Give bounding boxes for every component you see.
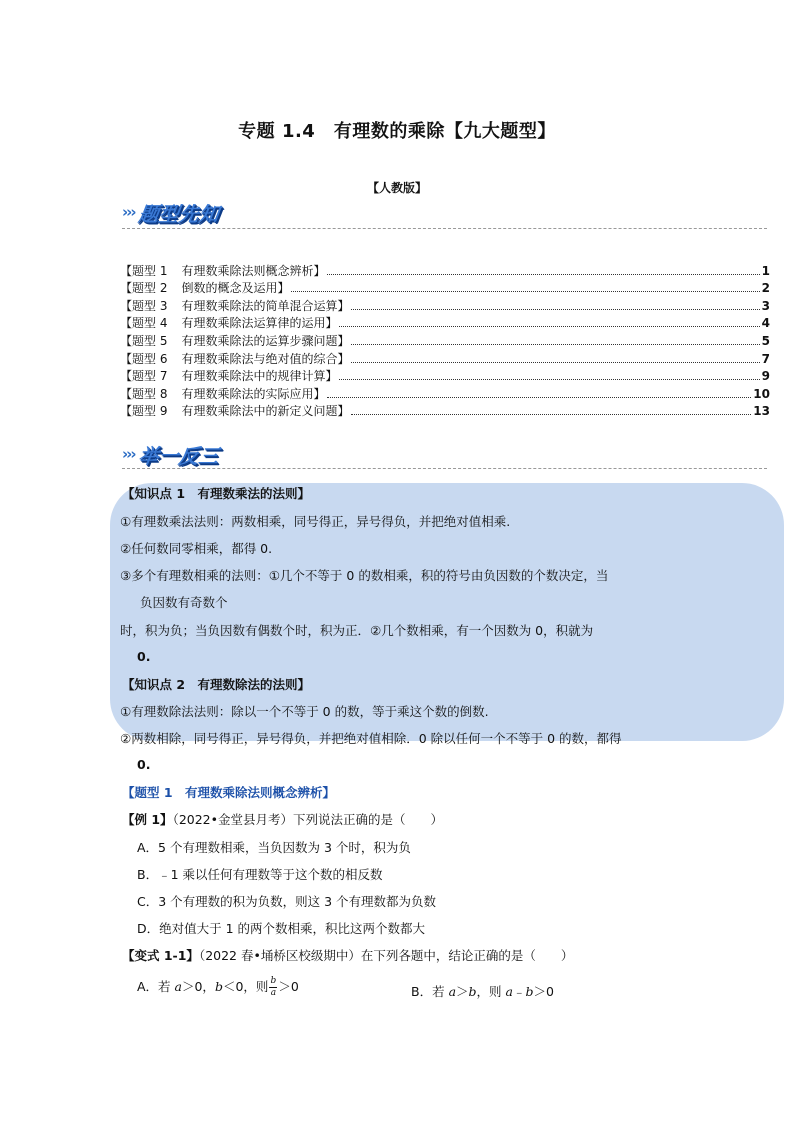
knowledge-1-title: 【知识点 1 有理数乘法的法则】	[122, 486, 311, 501]
divider	[122, 468, 767, 469]
option-text: A．若	[137, 979, 175, 994]
toc-item[interactable]	[120, 295, 770, 313]
toc-item[interactable]	[120, 366, 770, 384]
toc-title: 倒数的概念及运用】	[181, 281, 290, 296]
toc-label	[120, 404, 349, 418]
option-text: ＞0	[533, 984, 554, 999]
toc-page-number: 7	[761, 351, 770, 366]
variant-question: 在下列各题中，结论正确的是（ ）	[360, 948, 574, 963]
variant-option-a	[137, 977, 299, 998]
toc-leader	[351, 343, 759, 345]
toc-tag: 【题型 6	[120, 351, 168, 366]
toc-leader	[351, 361, 759, 363]
example-option-c: C．3 个有理数的积为负数，则这 3 个有理数都为负数	[137, 894, 437, 909]
fraction-denominator: a	[270, 988, 277, 998]
variant-label: 【变式 1-1】	[122, 948, 199, 963]
section-banner-text: 题型先知	[136, 201, 221, 226]
toc-leader	[327, 396, 751, 398]
knowledge-2-title: 【知识点 2 有理数除法的法则】	[122, 677, 311, 692]
toc-item[interactable]	[120, 330, 770, 348]
option-text: ﹣	[512, 984, 526, 999]
toc-leader	[327, 273, 759, 275]
toc-label	[120, 387, 325, 401]
toc-tag: 【题型 1	[120, 263, 168, 278]
example-label: 【例 1】	[122, 812, 173, 827]
section-banner-overview	[122, 198, 219, 226]
variant-1-1-stem	[122, 946, 573, 964]
knowledge-2-line-3: 0.	[137, 757, 151, 772]
toc-label	[120, 281, 289, 295]
toc-tag: 【题型 5	[120, 333, 168, 348]
toc-label	[120, 299, 349, 313]
example-source: （2022•金堂县月考）	[172, 812, 293, 827]
option-text: B．若	[411, 984, 449, 999]
toc-label	[120, 316, 337, 330]
toc-title: 有理数乘除法的实际应用】	[181, 386, 326, 401]
math-var: b	[525, 984, 534, 999]
toc-page-number: 4	[761, 316, 770, 331]
toc-title: 有理数乘除法的运算步骤问题】	[181, 333, 350, 348]
knowledge-1-line-3: ③多个有理数相乘的法则：①几个不等于 0 的数相乘，积的符号由负因数的个数决定，当	[120, 568, 609, 583]
arrow-icon: ›››	[122, 445, 135, 463]
knowledge-2-line-2: ②两数相除，同号得正，异号得负，并把绝对值相除．0 除以任何一个不等于 0 的数，都得	[120, 731, 622, 746]
variant-option-b	[411, 982, 554, 1000]
math-var: b	[468, 984, 477, 999]
toc-leader	[291, 290, 759, 292]
divider	[122, 228, 767, 229]
edition-label: 【人教版】	[366, 181, 427, 195]
table-of-contents	[120, 260, 770, 418]
toc-tag: 【题型 8	[120, 386, 168, 401]
toc-item[interactable]	[120, 260, 770, 278]
option-text: ＜0，则	[222, 979, 269, 994]
toc-tag: 【题型 2	[120, 281, 168, 296]
toc-item[interactable]	[120, 313, 770, 331]
toc-label	[120, 334, 349, 348]
toc-tag: 【题型 4	[120, 316, 168, 331]
toc-item[interactable]	[120, 401, 770, 419]
fraction-numerator: b	[270, 976, 277, 986]
toc-page-number: 10	[753, 386, 770, 401]
toc-page-number: 9	[761, 369, 770, 384]
example-question: 下列说法正确的是（ ）	[293, 812, 444, 827]
type-1-heading: 【题型 1 有理数乘除法则概念辨析】	[122, 785, 336, 800]
knowledge-1-line-1: ①有理数乘法法则：两数相乘，同号得正，异号得负，并把绝对值相乘.	[120, 514, 511, 529]
example-option-d: D．绝对值大于 1 的两个数相乘，积比这两个数都大	[137, 921, 426, 936]
example-option-a: A．5 个有理数相乘，当负因数为 3 个时，积为负	[137, 840, 411, 855]
toc-tag: 【题型 7	[120, 369, 168, 384]
option-text: ＞0，	[181, 979, 215, 994]
option-text: ，则	[476, 984, 506, 999]
arrow-icon: ›››	[122, 203, 135, 221]
toc-title: 有理数乘除法中的规律计算】	[181, 369, 338, 384]
math-var: a	[448, 984, 457, 999]
toc-item[interactable]	[120, 278, 770, 296]
option-text: ＞	[456, 984, 469, 999]
toc-page-number: 3	[761, 298, 770, 313]
toc-page-number: 2	[761, 281, 770, 296]
toc-label	[120, 264, 325, 278]
toc-label	[120, 352, 349, 366]
knowledge-1-line-6: 0.	[137, 649, 151, 664]
toc-leader	[351, 308, 759, 310]
toc-title: 有理数乘除法则概念辨析】	[181, 263, 326, 278]
toc-tag: 【题型 9	[120, 404, 168, 419]
toc-page-number: 1	[761, 263, 770, 278]
math-var: a	[174, 979, 182, 994]
toc-item[interactable]	[120, 348, 770, 366]
knowledge-2-line-1: ①有理数除法法则：除以一个不等于 0 的数，等于乘这个数的倒数.	[120, 704, 489, 719]
example-option-b: B．﹣1 乘以任何有理数等于这个数的相反数	[137, 867, 383, 882]
knowledge-1-line-4: 负因数有奇数个	[140, 595, 228, 610]
section-banner-examples	[122, 440, 219, 468]
math-var: b	[214, 979, 223, 994]
toc-leader	[351, 413, 751, 415]
toc-label	[120, 369, 337, 383]
knowledge-1-line-5: 时，积为负；当负因数有偶数个时，积为正．②几个数相乘，有一个因数为 0，积就为	[120, 623, 594, 638]
knowledge-1-line-2: ②任何数同零相乘，都得 0.	[120, 541, 273, 556]
toc-item[interactable]	[120, 383, 770, 401]
fraction	[269, 977, 277, 998]
math-var: a	[505, 984, 513, 999]
toc-tag: 【题型 3	[120, 298, 168, 313]
toc-page-number: 13	[753, 404, 770, 419]
toc-title: 有理数乘除法与绝对值的综合】	[181, 351, 350, 366]
variant-source: （2022 春•埇桥区校级期中）	[198, 948, 361, 963]
toc-leader	[339, 325, 759, 327]
example-1-stem	[122, 810, 443, 828]
toc-title: 有理数乘除法运算律的运用】	[181, 316, 338, 331]
toc-leader	[339, 378, 759, 380]
section-banner-text: 举一反三	[136, 443, 221, 468]
toc-title: 有理数乘除法中的新定义问题】	[181, 404, 350, 419]
option-text: ＞0	[278, 979, 299, 994]
page-title: 专题 1.4 有理数的乘除【九大题型】	[238, 121, 556, 142]
toc-page-number: 5	[761, 333, 770, 348]
toc-title: 有理数乘除法的简单混合运算】	[181, 298, 350, 313]
